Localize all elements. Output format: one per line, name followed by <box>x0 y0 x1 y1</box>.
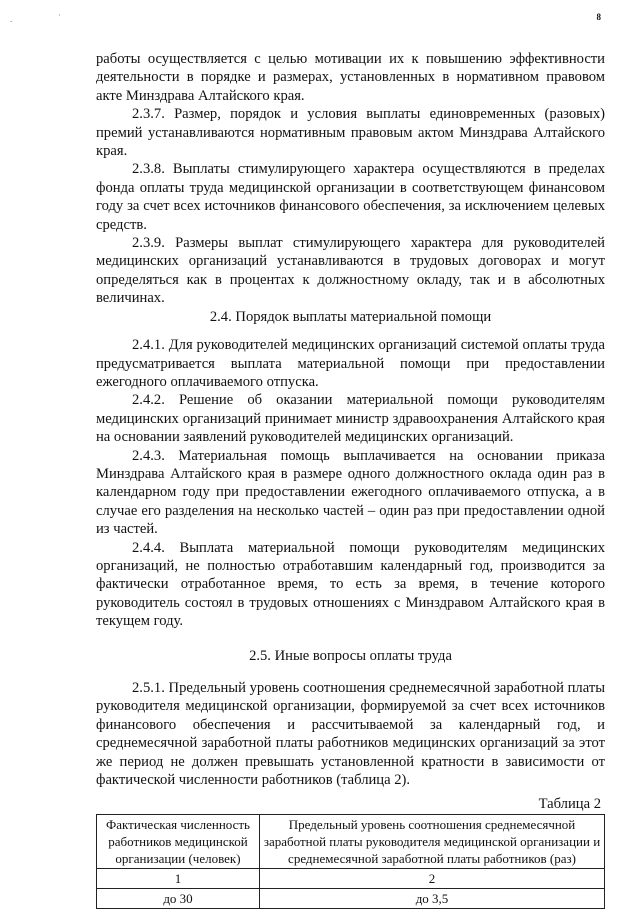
paragraph-2-5-1: 2.5.1. Предельный уровень соотношения среднемесячной заработной платы руководителя медицинской организации, формируемой за счет всех источников финансового обеспечения и рассчитываемой за календарный год, и среднемесячной заработной платы работников медицинских организаций за этот же период не должен превышать установленной кратности в зависимости от фактической численности работников (таблица 2). <box>96 680 605 789</box>
table-2 <box>96 814 605 909</box>
table-header-cell: Фактическая численность работников медицинской организации (человек) <box>97 814 260 868</box>
paragraph-2-3-9: 2.3.9. Размеры выплат стимулирующего характера для руководителей медицинских организаций устанавливаются в трудовых договорах и могут определяться как в процентах к должностному окладу, так и в абсолютных величинах. <box>96 235 605 307</box>
paragraph-continuation: работы осуществляется с целью мотивации их к повышению эффективности деятельности в порядке и размерах, установленных в нормативном правовом акте Минздрава Алтайского края. <box>96 51 605 104</box>
section-heading-2-4: 2.4. Порядок выплаты материальной помощи <box>209 308 492 325</box>
table-header-row <box>97 814 605 868</box>
paragraph-2-4-3: 2.4.3. Материальная помощь выплачивается на основании приказа Минздрава Алтайского края в размере одного должностного оклада один раз в календарном году при предоставлении ежегодного оплачиваемого отпуска, а в случае его разделения на несколько частей – один раз при предоставлении одной из частей. <box>96 447 605 538</box>
table-caption: Таблица 2 <box>538 796 601 813</box>
paragraph-2-4-2: 2.4.2. Решение об оказании материальной помощи руководителям медицинских организаций принимает министр здравоохранения Алтайского края на основании заявлений руководителей медицинских организаций. <box>96 392 605 446</box>
section-heading-2-5: 2.5. Иные вопросы оплаты труда <box>249 647 452 664</box>
page-number: 8 <box>596 12 601 22</box>
scan-mark: · <box>58 10 61 20</box>
scan-mark: . <box>10 14 13 24</box>
table-cell: 2 <box>260 868 605 888</box>
paragraph-2-3-8: 2.3.8. Выплаты стимулирующего характера осуществляются в пределах фонда оплаты труда медицинской организации в соответствующем финансовом году за счет всех источников финансового обеспечения, за исключением целевых средств. <box>96 161 605 233</box>
table-cell: до 3,5 <box>260 888 605 908</box>
table-header-cell: Предельный уровень соотношения среднемесячной заработной платы руководителя медицинской организации и среднемесячной заработной платы работников (раз) <box>260 814 605 868</box>
table-cell: до 30 <box>97 888 260 908</box>
document-body <box>96 50 605 909</box>
paragraph-2-4-4: 2.4.4. Выплата материальной помощи руководителям медицинских организаций, не полностью отработавшим календарный год, производится за фактически отработанное время, то есть за время, в течение которого руководитель состоял в трудовых отношениях с Минздравом Алтайского края в текущем году. <box>96 539 605 630</box>
table-cell: 1 <box>97 868 260 888</box>
paragraph-2-4-1: 2.4.1. Для руководителей медицинских организаций системой оплаты труда предусматривается выплата материальной помощи при предоставлении ежегодного оплачиваемого отпуска. <box>96 337 605 390</box>
paragraph-2-3-7: 2.3.7. Размер, порядок и условия выплаты единовременных (разовых) премий устанавливаются нормативным правовым актом Минздрава Алтайского края. <box>96 106 605 160</box>
table-row <box>97 888 605 908</box>
table-numbering-row <box>97 868 605 888</box>
